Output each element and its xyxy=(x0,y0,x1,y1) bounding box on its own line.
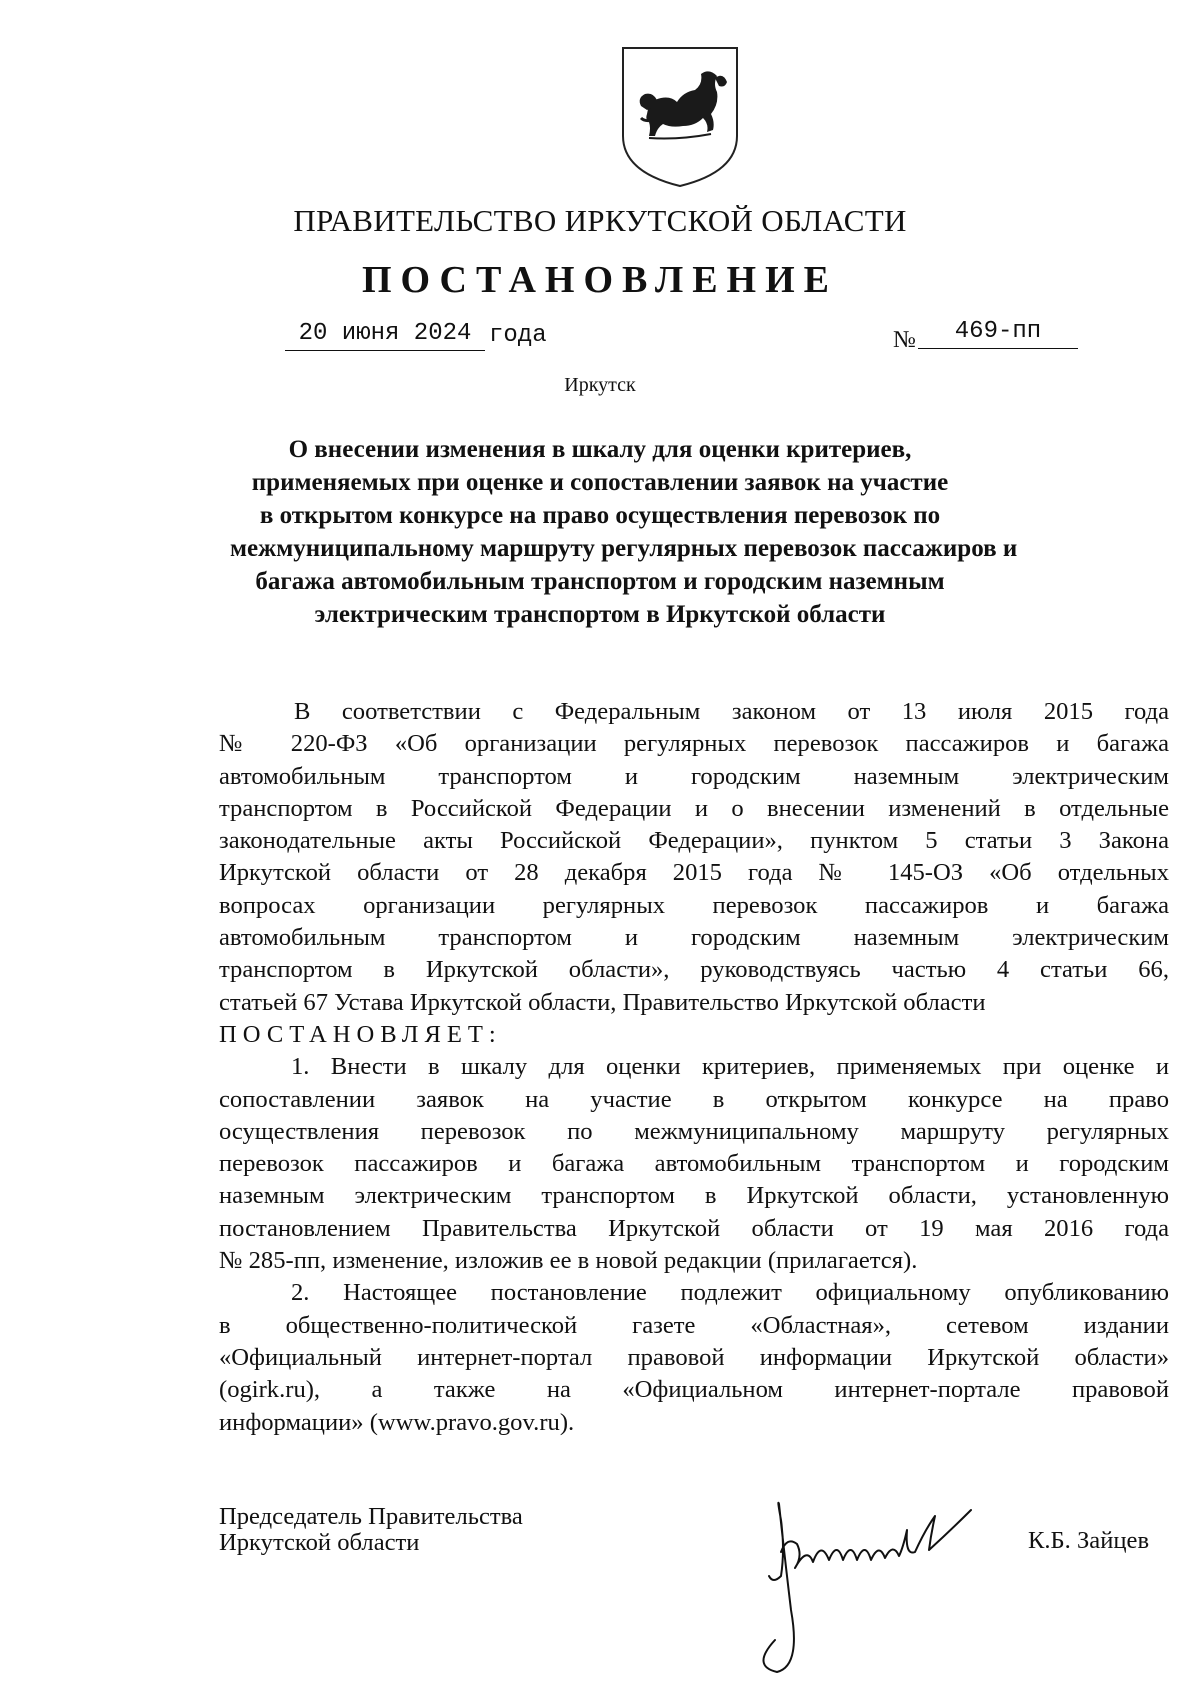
coat-of-arms-emblem xyxy=(619,44,741,190)
item1-line: осуществления перевозок по межмуниципальному маршруту регулярных xyxy=(219,1117,1169,1145)
preamble-line: Иркутской области от 28 декабря 2015 года № 145-ОЗ «Об отдельных xyxy=(219,859,1169,887)
item2-line: (ogirk.ru), а также на «Официальном интернет-портале правовой xyxy=(219,1376,1169,1404)
signer-name: К.Б. Зайцев xyxy=(1028,1527,1150,1554)
item2-line: информации» (www.pravo.gov.ru). xyxy=(219,1408,575,1436)
document-number: 469-пп xyxy=(918,318,1078,349)
item2-line: 2. Настоящее постановление подлежит официальному опубликованию xyxy=(291,1279,1169,1307)
date-suffix: года xyxy=(489,322,547,349)
signatory-title-line: Председатель Правительства xyxy=(219,1503,523,1530)
preamble-line: В соответствии с Федеральным законом от 13 июля 2015 года xyxy=(294,698,1169,725)
title-line: межмуниципальному маршруту регулярных перевозок пассажиров и xyxy=(230,535,1018,562)
item1-line: постановлением Правительства Иркутской области от 19 мая 2016 года xyxy=(219,1214,1169,1242)
item2-line: «Официальный интернет-портал правовой информации Иркутской области» xyxy=(219,1343,1169,1371)
item1-line: сопоставлении заявок на участие в открытом конкурсе на право xyxy=(219,1085,1169,1113)
signatory-title-line: Иркутской области xyxy=(219,1529,420,1556)
preamble-line: автомобильным транспортом и городским наземным электрическим xyxy=(219,924,1169,952)
document-body xyxy=(219,696,1169,1439)
item1-line: № 285-пп, изменение, изложив ее в новой редакции (прилагается). xyxy=(219,1247,918,1275)
city-name: Иркутск xyxy=(564,374,636,396)
number-sign: № xyxy=(893,327,916,353)
title-line: применяемых при оценке и сопоставлении заявок на участие xyxy=(251,469,949,496)
title-line: в открытом конкурсе на право осуществления перевозок по xyxy=(259,502,941,529)
item2-line: в общественно-политической газете «Областная», сетевом издании xyxy=(219,1311,1169,1339)
document-title xyxy=(230,433,1018,631)
item1-line: наземным электрическим транспортом в Иркутской области, установленную xyxy=(219,1182,1169,1210)
document-type: ПОСТАНОВЛЕНИЕ xyxy=(361,259,839,301)
title-line: О внесении изменения в шкалу для оценки критериев, xyxy=(288,436,912,463)
preamble-line: статьей 67 Устава Иркутской области, Правительство Иркутской области xyxy=(219,988,986,1016)
preamble-line: автомобильным транспортом и городским наземным электрическим xyxy=(219,762,1169,790)
preamble-line: законодательные акты Российской Федерации», пунктом 5 статьи 3 Закона xyxy=(219,827,1169,855)
signatory-title xyxy=(219,1504,523,1556)
item1-line: 1. Внести в шкалу для оценки критериев, применяемых при оценке и xyxy=(291,1053,1169,1081)
preamble-line: транспортом в Российской Федерации и о внесении изменений в отдельные xyxy=(219,794,1169,822)
preamble-line: вопросах организации регулярных перевозок пассажиров и багажа xyxy=(219,891,1169,919)
item1-line: перевозок пассажиров и багажа автомобильным транспортом и городским xyxy=(219,1150,1169,1178)
organization-name: ПРАВИТЕЛЬСТВО ИРКУТСКОЙ ОБЛАСТИ xyxy=(293,203,907,238)
title-line: багажа автомобильным транспортом и городским наземным xyxy=(255,568,945,595)
resolves-word: ПОСТАНОВЛЯЕТ: xyxy=(219,1020,502,1048)
preamble-line: № 220-ФЗ «Об организации регулярных перевозок пассажиров и багажа xyxy=(219,730,1169,758)
handwritten-signature xyxy=(755,1490,995,1680)
preamble-line: транспортом в Иркутской области», руководствуясь частью 4 статьи 66, xyxy=(219,956,1169,984)
document-date: 20 июня 2024 xyxy=(285,320,485,351)
title-line: электрическим транспортом в Иркутской области xyxy=(314,601,886,628)
